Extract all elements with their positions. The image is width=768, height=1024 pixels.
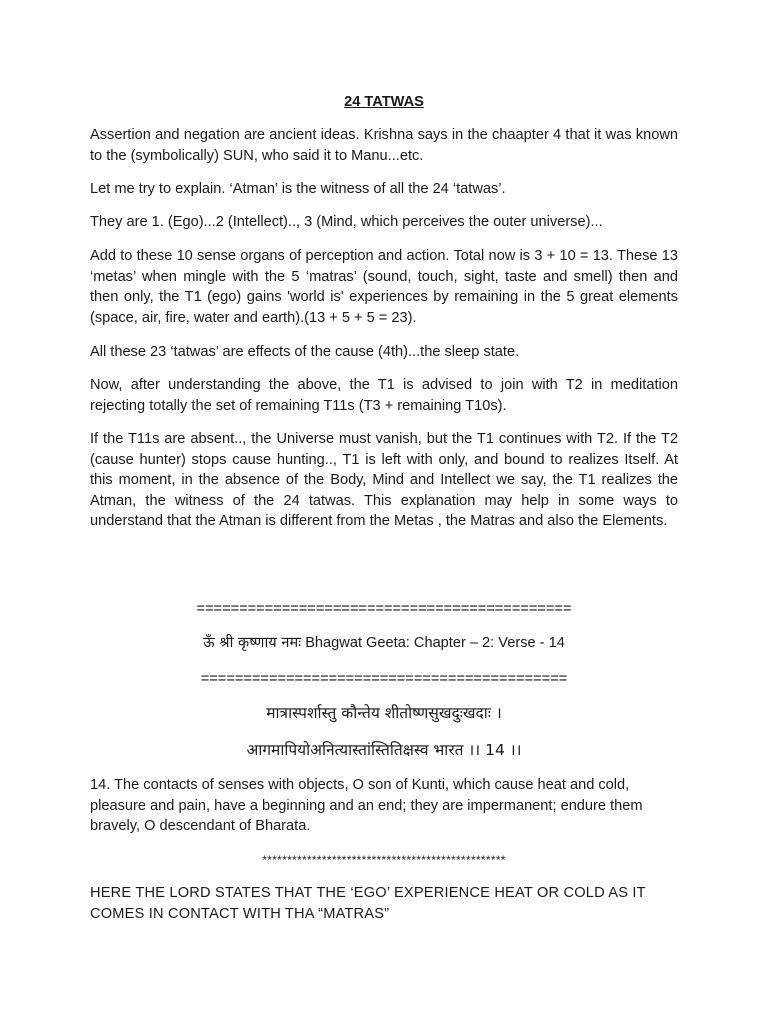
verse-translation: 14. The contacts of senses with objects, O son of Kunti, which cause heat and cold, pleasure and pain, have a beginning and an end; they are impermanent; endure them bravely, O descendant of Bharata. xyxy=(90,777,643,834)
paragraph-atman-witness: Let me try to explain. ‘Atman’ is the witness of all the 24 ‘tatwas’. xyxy=(90,181,506,197)
separator-line: ============================================ xyxy=(196,601,572,617)
paragraph-assertion: Assertion and negation are ancient ideas. Krishna says in the chaapter 4 that it was known to the (symbolically) SUN, who said it to Manu...etc. xyxy=(90,127,678,164)
asterisk-divider: ************************************************* xyxy=(262,853,506,867)
paragraph-t11s-absent: If the T11s are absent.., the Universe must vanish, but the T1 continues with T2. If the T2 (cause hunter) stops cause hunting.., T1 is left with only, and bound to realizes Itself. At this moment, in the absence of the Body, Mind and Intellect we say, the T1 realizes the Atman, the witness of the 24 tatwas. This explanation may help in some ways to understand that the Atman is different from the Metas , the Matras and also the Elements. xyxy=(90,431,678,529)
verse-heading-text: Bhagwat Geeta: Chapter – 2: Verse - 14 xyxy=(305,635,565,651)
separator-line: =========================================== xyxy=(200,671,568,687)
closing-statement: HERE THE LORD STATES THAT THE ‘EGO’ EXPERIENCE HEAT OR COLD AS IT COMES IN CONTACT WITH THA “MATRAS” xyxy=(90,885,646,922)
sanskrit-verse-line-2: आगमापियोअनित्यास्तांस्तितिक्षस्व भारत ।। 14 ।। xyxy=(246,741,522,759)
paragraph-sense-organs: Add to these 10 sense organs of perception and action. Total now is 3 + 10 = 13. These 13 ‘metas’ when mingle with the 5 ‘matras’ (sound, touch, sight, taste and smell) then and then only, the T1 (ego) gains 'world is' experiences by remaining in the 5 great elements (space, air, fire, water and earth).(13 + 5 + 5 = 23). xyxy=(90,248,678,326)
paragraph-meditation: Now, after understanding the above, the T1 is advised to join with T2 in meditation rejecting totally the set of remaining T11s (T3 + remaining T10s). xyxy=(90,377,678,414)
verse-heading-sanskrit: ऊँ श्री कृष्णाय नमः xyxy=(203,634,302,651)
paragraph-ego-intellect-mind: They are 1. (Ego)...2 (Intellect).., 3 (Mind, which perceives the outer universe)... xyxy=(90,214,603,230)
sanskrit-verse-line-1: मात्रास्पर्शास्तु कौन्तेय शीतोष्णसुखदुःखदाः । xyxy=(266,704,502,722)
verse-heading xyxy=(0,633,768,654)
paragraph-effects-of-cause: All these 23 ‘tatwas’ are effects of the cause (4th)...the sleep state. xyxy=(90,344,520,360)
page-title: 24 TATWAS xyxy=(344,94,424,110)
